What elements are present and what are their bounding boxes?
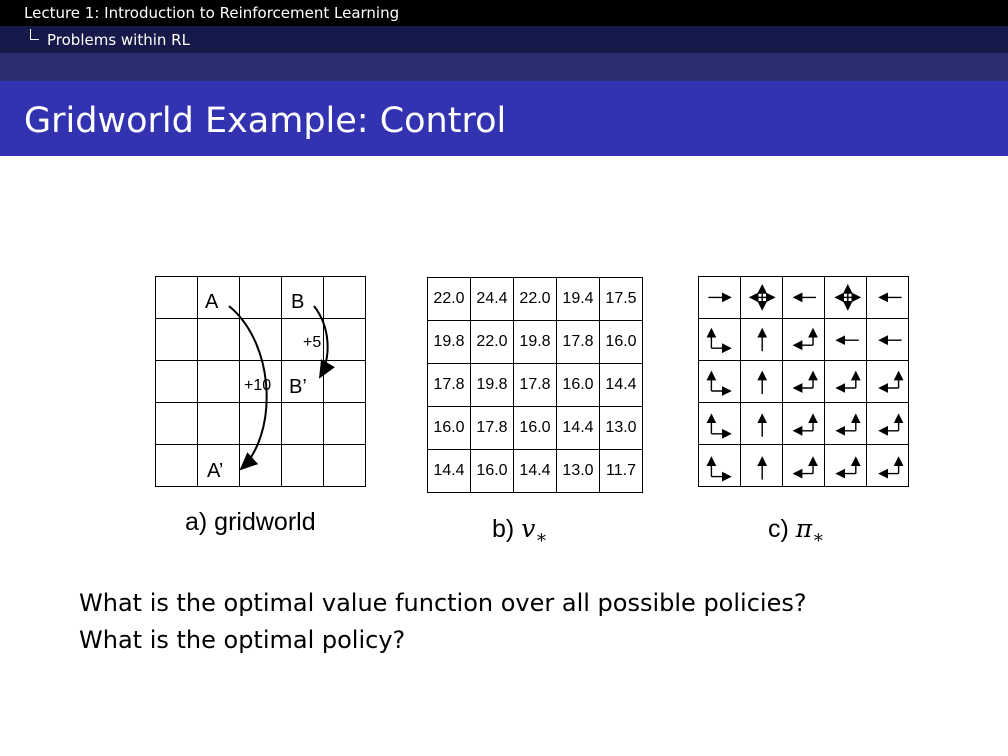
value-cell: 16.0 — [557, 364, 600, 407]
value-cell: 17.8 — [514, 364, 557, 407]
state-b-label: B — [291, 291, 305, 313]
policy-caption — [768, 514, 824, 548]
value-caption — [492, 514, 548, 548]
value-table — [427, 277, 643, 493]
question-value-function: What is the optimal value function over all possible policies? — [79, 589, 807, 617]
lecture-title: Lecture 1: Introduction to Reinforcement Learning — [24, 4, 400, 22]
value-row — [428, 407, 643, 450]
value-caption-symbol: v — [521, 514, 536, 543]
value-cell: 13.0 — [557, 450, 600, 493]
value-cell: 16.0 — [514, 407, 557, 450]
value-cell: 14.4 — [600, 364, 643, 407]
slide-title: Gridworld Example: Control — [24, 101, 507, 141]
policy-caption-prefix: c) — [768, 515, 789, 543]
value-cell: 22.0 — [471, 321, 514, 364]
section-corner-icon — [30, 29, 39, 40]
title-bar — [0, 81, 1008, 156]
value-cell: 13.0 — [600, 407, 643, 450]
value-row — [428, 278, 643, 321]
gridworld-overlay — [155, 276, 369, 490]
value-cell: 14.4 — [428, 450, 471, 493]
value-cell: 19.8 — [471, 364, 514, 407]
value-cell: 11.7 — [600, 450, 643, 493]
value-row — [428, 364, 643, 407]
policy-caption-symbol: π — [795, 514, 813, 543]
value-caption-subscript: ∗ — [535, 527, 548, 548]
value-cell: 16.0 — [471, 450, 514, 493]
gridworld-caption: a) gridworld — [185, 508, 316, 536]
value-cell: 16.0 — [600, 321, 643, 364]
value-cell: 14.4 — [514, 450, 557, 493]
value-cell: 17.8 — [428, 364, 471, 407]
state-b-prime-label: B’ — [289, 376, 307, 398]
value-cell: 17.5 — [600, 278, 643, 321]
value-row — [428, 321, 643, 364]
value-cell: 17.8 — [471, 407, 514, 450]
reward-plus10-label: +10 — [244, 377, 272, 394]
value-cell: 22.0 — [428, 278, 471, 321]
value-cell: 16.0 — [428, 407, 471, 450]
value-cell: 19.4 — [557, 278, 600, 321]
value-cell: 22.0 — [514, 278, 557, 321]
value-cell: 17.8 — [557, 321, 600, 364]
state-a-label: A — [205, 291, 219, 313]
header-spacer-bar — [0, 53, 1008, 81]
value-cell: 19.8 — [428, 321, 471, 364]
header-section-bar — [0, 26, 1008, 53]
reward-plus5-label: +5 — [303, 334, 322, 351]
question-optimal-policy: What is the optimal policy? — [79, 626, 406, 654]
state-a-prime-label: A’ — [207, 460, 224, 482]
value-cell: 24.4 — [471, 278, 514, 321]
policy-arrows — [698, 276, 912, 490]
value-row — [428, 450, 643, 493]
value-cell: 14.4 — [557, 407, 600, 450]
section-title: Problems within RL — [47, 31, 190, 49]
value-cell: 19.8 — [514, 321, 557, 364]
header-lecture-bar — [0, 0, 1008, 26]
value-caption-prefix: b) — [492, 515, 515, 543]
policy-caption-subscript: ∗ — [812, 527, 825, 548]
